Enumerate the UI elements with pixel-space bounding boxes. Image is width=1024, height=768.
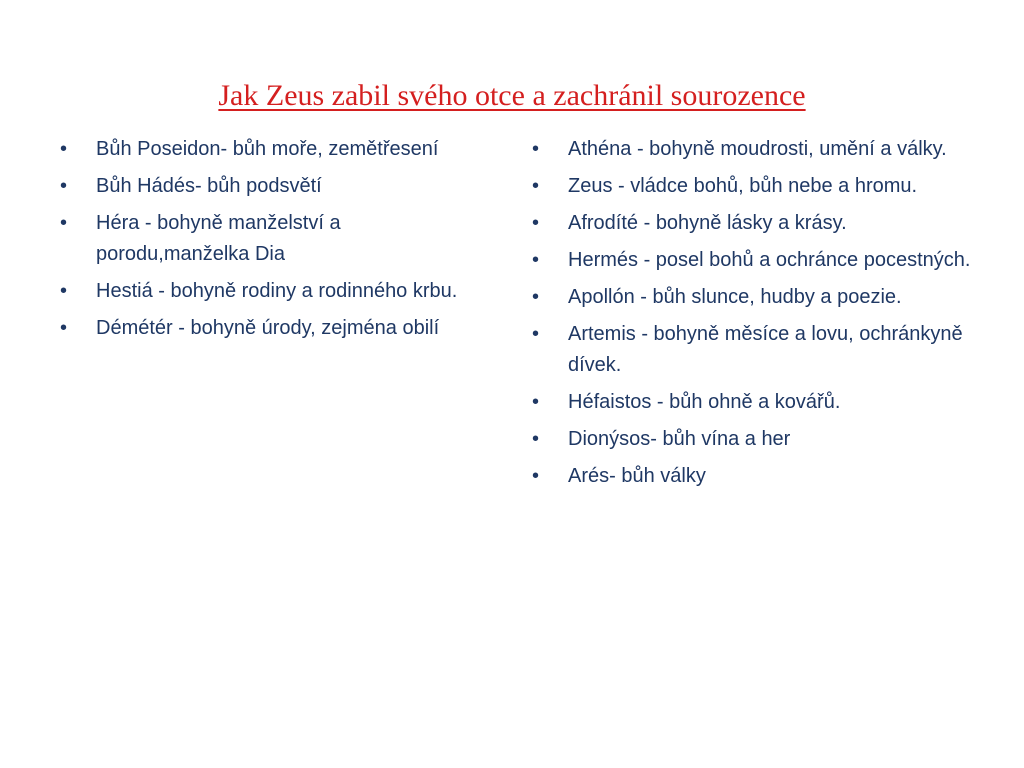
list-item-text: Athéna - bohyně moudrosti, umění a války. (568, 138, 947, 160)
list-item (532, 245, 972, 276)
bullet-icon: • (532, 175, 540, 197)
list-item (60, 276, 480, 307)
list-item-text: Dionýsos- bůh vína a her (568, 428, 791, 450)
list-item-text: Artemis - bohyně měsíce a lovu, ochránkyně dívek. (568, 323, 963, 376)
bullet-icon: • (60, 212, 68, 234)
list-item (532, 461, 972, 492)
list-item-text: Afrodíté - bohyně lásky a krásy. (568, 212, 847, 234)
right-bullet-list (532, 134, 972, 498)
list-item (60, 134, 480, 165)
list-item (532, 387, 972, 418)
bullet-icon: • (532, 465, 540, 487)
list-item-text: Démétér - bohyně úrody, zejména obilí (96, 317, 440, 339)
bullet-icon: • (532, 323, 540, 345)
list-item-text: Héra - bohyně manželství a porodu,manželka Dia (96, 212, 341, 265)
list-item (60, 208, 480, 270)
left-bullet-list (60, 134, 480, 350)
list-item-text: Hestiá - bohyně rodiny a rodinného krbu. (96, 280, 458, 302)
bullet-icon: • (532, 249, 540, 271)
bullet-icon: • (60, 138, 68, 160)
slide-title-text: Jak Zeus zabil svého otce a zachránil sourozence (218, 79, 806, 112)
list-item (532, 319, 972, 381)
list-item-text: Apollón - bůh slunce, hudby a poezie. (568, 286, 902, 308)
list-item-text: Zeus - vládce bohů, bůh nebe a hromu. (568, 175, 918, 197)
bullet-icon: • (532, 391, 540, 413)
list-item (532, 282, 972, 313)
list-item-text: Bůh Hádés- bůh podsvětí (96, 175, 322, 197)
slide-title (0, 76, 1024, 116)
bullet-icon: • (532, 138, 540, 160)
list-item-text: Bůh Poseidon- bůh moře, zemětřesení (96, 138, 439, 160)
list-item-text: Héfaistos - bůh ohně a kovářů. (568, 391, 841, 413)
bullet-icon: • (532, 286, 540, 308)
bullet-icon: • (60, 280, 68, 302)
list-item-text: Arés- bůh války (568, 465, 706, 487)
bullet-icon: • (532, 428, 540, 450)
list-item (532, 171, 972, 202)
list-item (532, 424, 972, 455)
bullet-icon: • (60, 317, 68, 339)
list-item (532, 134, 972, 165)
list-item (60, 313, 480, 344)
list-item (60, 171, 480, 202)
bullet-icon: • (60, 175, 68, 197)
list-item-text: Hermés - posel bohů a ochránce pocestných. (568, 249, 971, 271)
bullet-icon: • (532, 212, 540, 234)
list-item (532, 208, 972, 239)
